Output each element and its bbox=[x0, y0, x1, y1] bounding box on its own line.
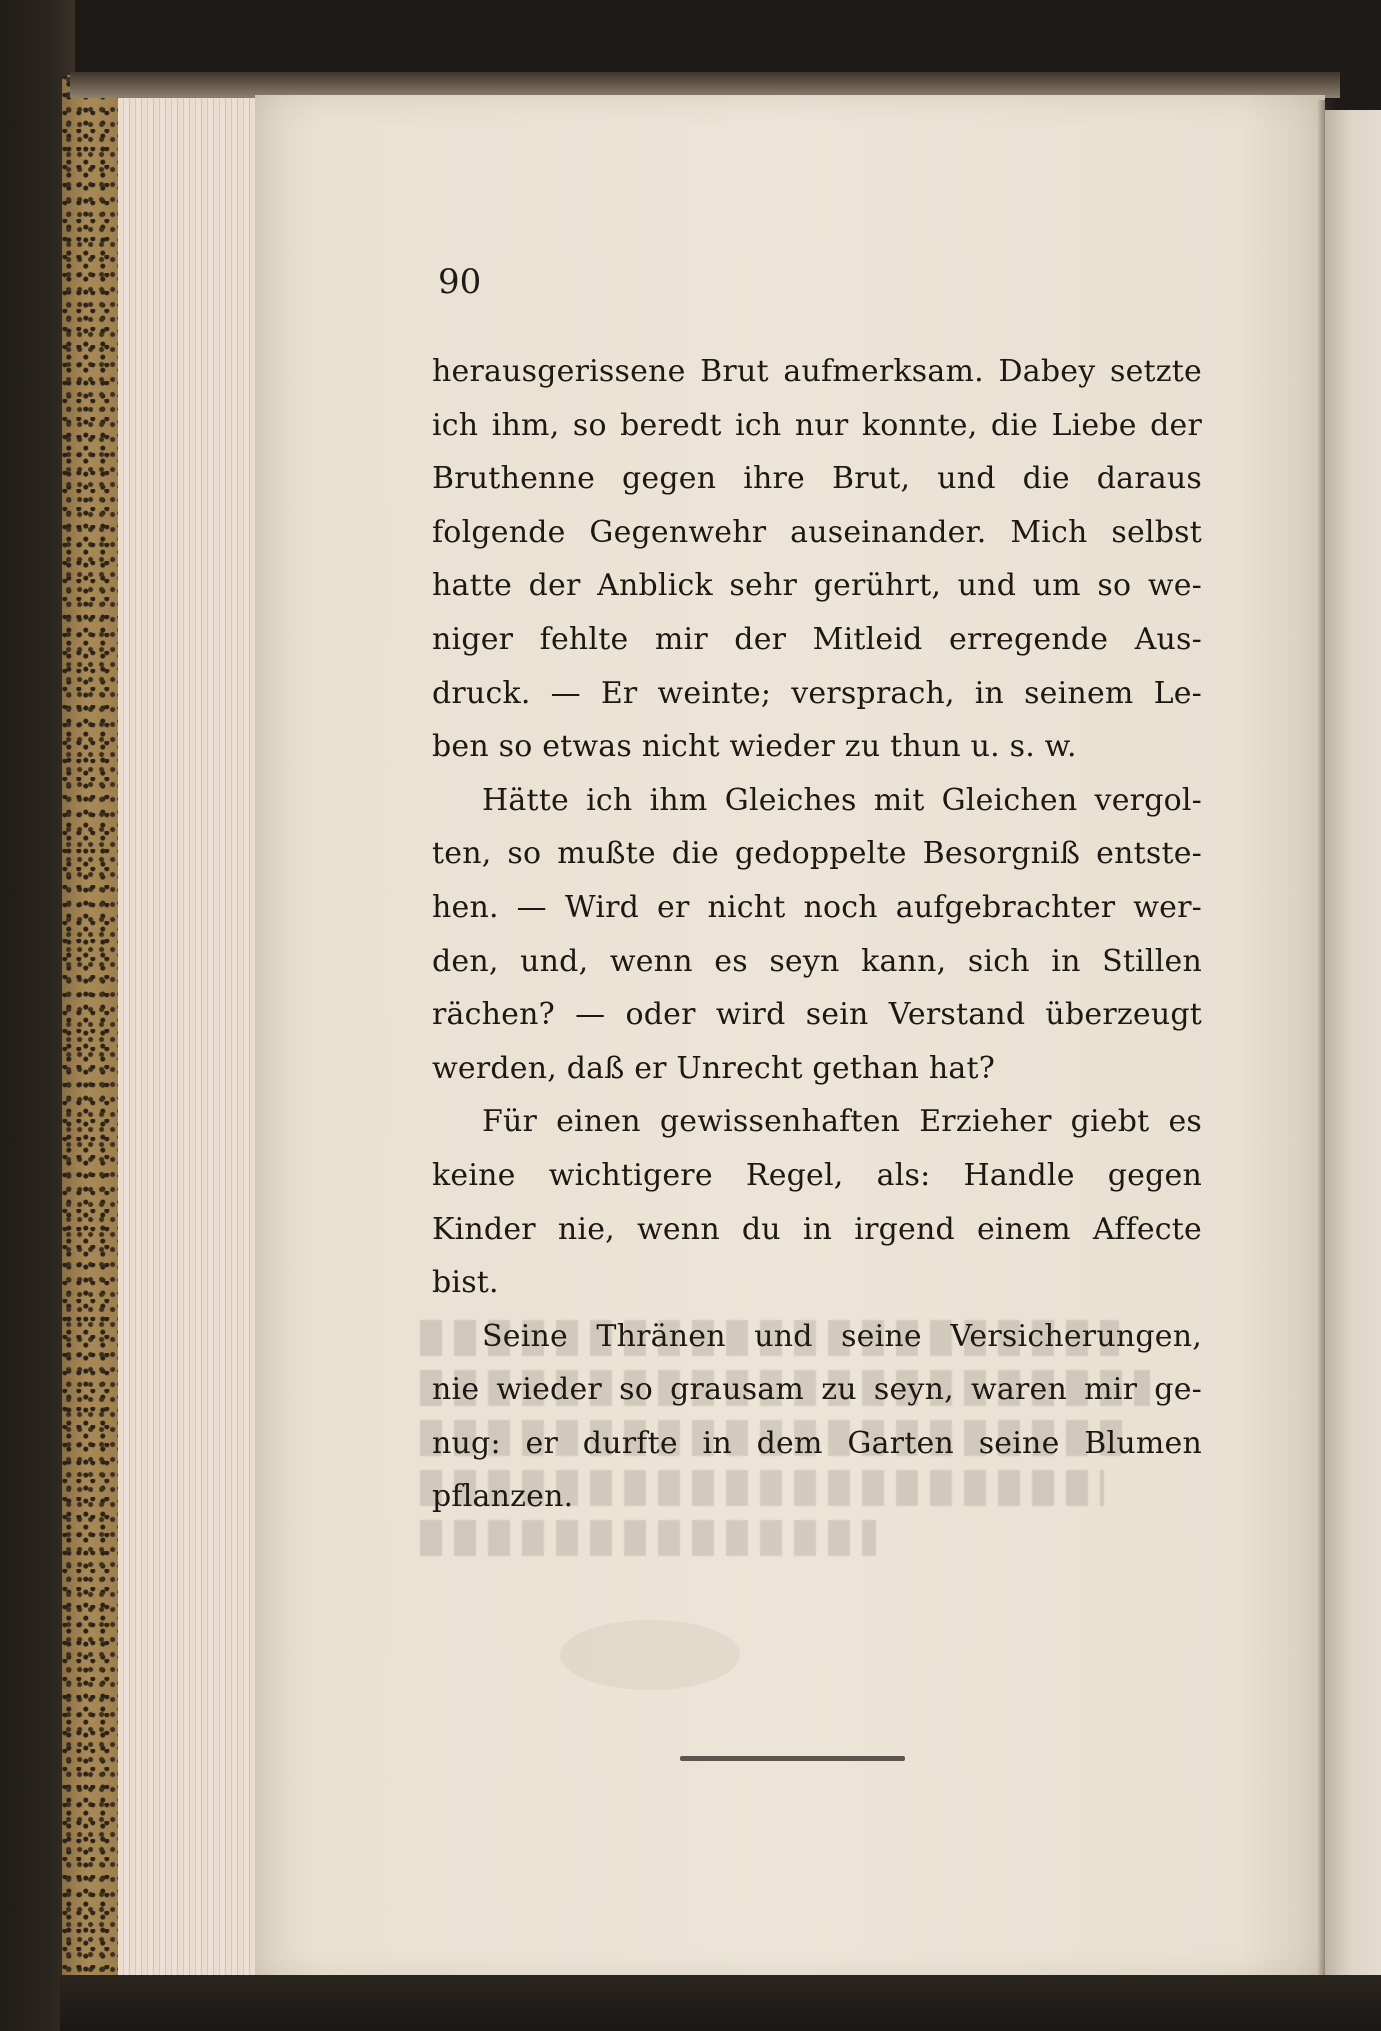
marbled-board-edge bbox=[62, 75, 124, 1980]
text-line: hen. — Wird er nicht noch aufgebrachter wer- bbox=[432, 889, 1202, 925]
text-line: werden, daß er Unrecht gethan hat? bbox=[432, 1050, 996, 1086]
text-line: Bruthenne gegen ihre Brut, und die daraus bbox=[432, 461, 1202, 497]
text-line: nie wieder so grausam zu seyn, waren mir ge- bbox=[432, 1372, 1202, 1408]
bleed-through-rule bbox=[680, 1756, 905, 1761]
text-line: ten, so mußte die gedoppelte Besorgniß entste- bbox=[432, 836, 1202, 872]
facing-page-edge bbox=[1325, 110, 1381, 1980]
text-line: keine wichtigere Regel, als: Handle gegen bbox=[432, 1157, 1202, 1193]
page-stack-edge bbox=[118, 85, 268, 1978]
bottom-shadow bbox=[60, 1975, 1381, 2031]
text-line: niger fehlte mir der Mitleid erregende Aus- bbox=[432, 621, 1202, 657]
text-line: den, und, wenn es seyn kann, sich in Stillen bbox=[432, 943, 1202, 979]
body-text bbox=[432, 345, 1202, 1524]
text-line: druck. — Er weinte; versprach, in seinem Le- bbox=[432, 675, 1202, 711]
text-line: pflanzen. bbox=[432, 1479, 574, 1515]
text-line: Kinder nie, wenn du in irgend einem Affecte bbox=[432, 1211, 1202, 1247]
text-line: ich ihm, so beredt ich nur konnte, die Liebe der bbox=[432, 407, 1202, 443]
text-line: Seine Thränen und seine Versicherungen, bbox=[482, 1318, 1202, 1354]
text-line: hatte der Anblick sehr gerührt, und um so we- bbox=[432, 568, 1202, 604]
text-line: Für einen gewissenhaften Erzieher giebt es bbox=[482, 1104, 1202, 1140]
text-line: bist. bbox=[432, 1265, 499, 1301]
text-line: Hätte ich ihm Gleiches mit Gleichen vergol- bbox=[482, 782, 1202, 818]
text-line: nug: er durfte in dem Garten seine Blumen bbox=[432, 1425, 1202, 1461]
text-line: herausgerissene Brut aufmerksam. Dabey setzte bbox=[432, 354, 1202, 389]
text-line: ben so etwas nicht wieder zu thun u. s. w. bbox=[432, 729, 1077, 765]
text-line: folgende Gegenwehr auseinander. Mich selbst bbox=[432, 514, 1202, 550]
text-line: rächen? — oder wird sein Verstand überzeugt bbox=[432, 997, 1202, 1033]
page-number: 90 bbox=[438, 262, 482, 302]
